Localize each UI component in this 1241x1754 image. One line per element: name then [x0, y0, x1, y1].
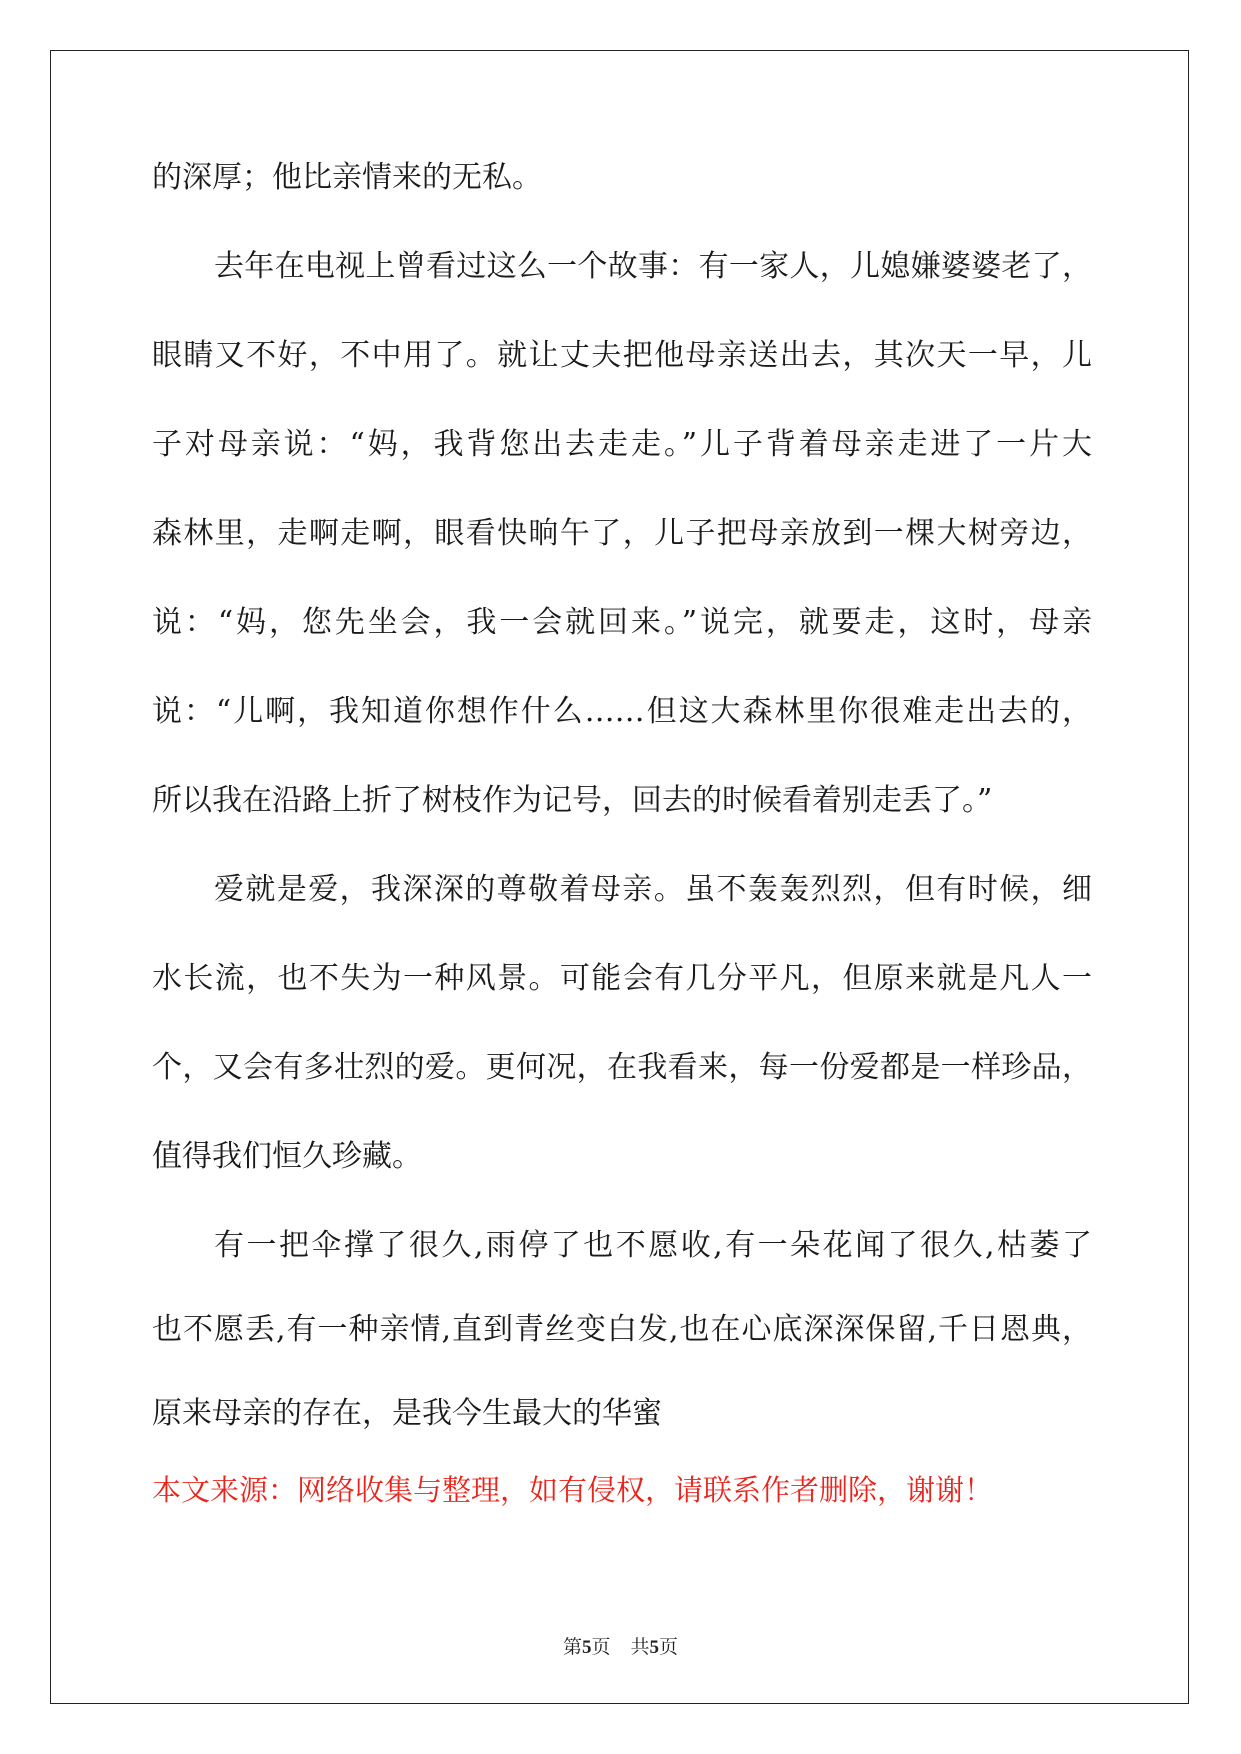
- body-line: 个，又会有多壮烈的爱。更何况，在我看来，每一份爱都是一样珍品，: [152, 1050, 1092, 1085]
- total-suffix: 页: [659, 1637, 679, 1658]
- page-prefix: 第: [562, 1637, 582, 1658]
- page-current: 5: [581, 1637, 592, 1658]
- page-footer: [0, 1632, 1241, 1659]
- page-suffix: 页: [591, 1637, 611, 1658]
- body-line: 去年在电视上曾看过这么一个故事：有一家人，儿媳嫌婆婆老了，: [214, 249, 1092, 284]
- body-line: 的深厚；他比亲情来的无私。: [152, 160, 542, 195]
- body-line: 爱就是爱，我深深的尊敬着母亲。虽不轰轰烈烈，但有时候，细: [214, 872, 1092, 907]
- body-line: 子对母亲说：“妈，我背您出去走走。”儿子背着母亲走进了一片大: [152, 427, 1092, 462]
- body-line: 所以我在沿路上折了树枝作为记号，回去的时候看着别走丢了。”: [152, 783, 993, 818]
- document-body: [152, 158, 1092, 1483]
- body-line: 原来母亲的存在，是我今生最大的华蜜: [152, 1396, 662, 1431]
- body-line: 值得我们恒久珍藏。: [152, 1139, 422, 1174]
- body-line: 水长流，也不失为一种风景。可能会有几分平凡，但原来就是凡人一: [152, 961, 1092, 996]
- body-line: 说：“儿啊，我知道你想作什么……但这大森林里你很难走出去的，: [152, 694, 1092, 729]
- body-line: 森林里，走啊走啊，眼看快晌午了，儿子把母亲放到一棵大树旁边，: [152, 516, 1092, 551]
- body-line: 也不愿丢,有一种亲情,直到青丝变白发,也在心底深深保留,千日恩典，: [152, 1312, 1092, 1347]
- body-line: 有一把伞撑了很久,雨停了也不愿收,有一朵花闻了很久,枯萎了: [214, 1228, 1092, 1263]
- total-prefix: 共: [630, 1637, 650, 1658]
- body-line: 说：“妈，您先坐会，我一会就回来。”说完，就要走，这时，母亲: [152, 605, 1092, 640]
- source-note: 本文来源：网络收集与整理，如有侵权，请联系作者删除，谢谢！: [152, 1473, 994, 1507]
- body-line: 眼睛又不好，不中用了。就让丈夫把他母亲送出去，其次天一早，儿: [152, 338, 1092, 373]
- page-total: 5: [649, 1637, 660, 1658]
